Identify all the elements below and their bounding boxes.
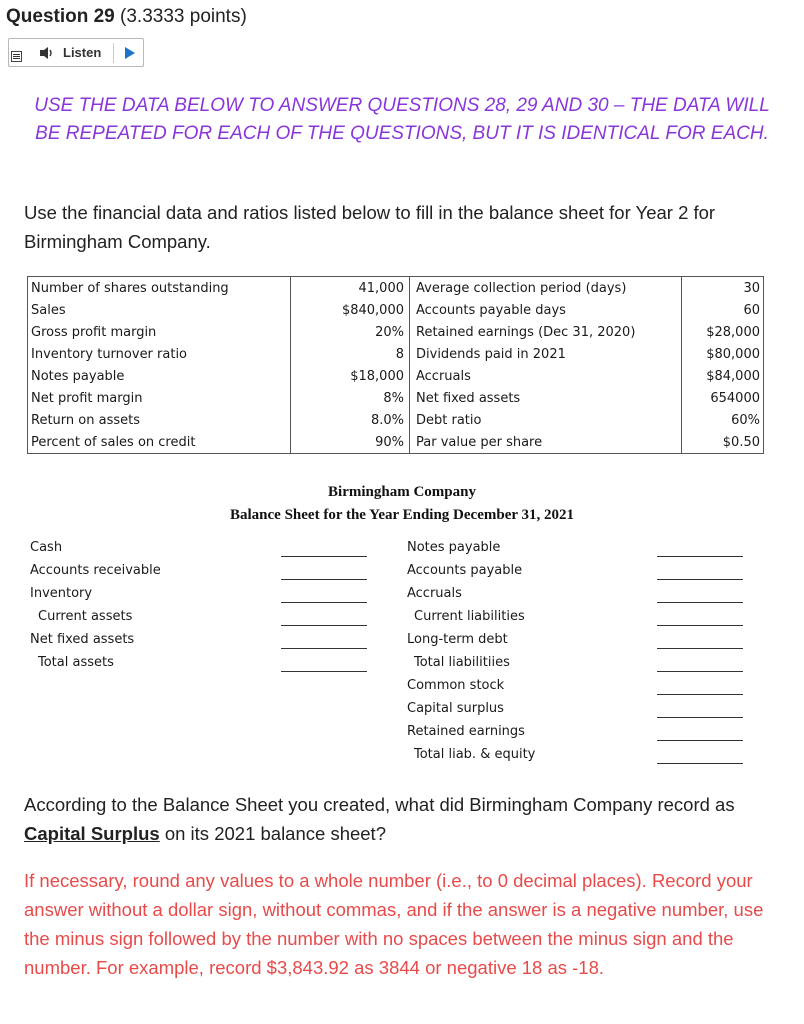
table-cell-value2: 60% — [682, 409, 764, 431]
table-cell-value2: 60 — [682, 299, 764, 321]
question-after: on its 2021 balance sheet? — [159, 823, 386, 844]
liability-label: Notes payable — [407, 540, 501, 555]
table-cell-value1: $840,000 — [291, 299, 410, 321]
table-cell-label1: Gross profit margin — [28, 321, 291, 343]
table-cell-label2: Net fixed assets — [416, 390, 521, 406]
table-cell-value1: 90% — [291, 431, 410, 454]
play-icon[interactable] — [125, 47, 135, 59]
table-cell-value2: $28,000 — [682, 321, 764, 343]
liability-label: Accounts payable — [407, 563, 523, 578]
asset-label: Net fixed assets — [30, 632, 135, 647]
table-cell-label1: Sales — [28, 299, 291, 321]
asset-blank-line — [281, 671, 367, 672]
table-cell-label2: Average collection period (days) — [416, 280, 627, 296]
table-cell-value2: 654000 — [682, 387, 764, 409]
table-cell-value2: $84,000 — [682, 365, 764, 387]
table-cell-value2: $0.50 — [682, 431, 764, 454]
table-cell-value1: $18,000 — [291, 365, 410, 387]
listen-toolbar — [8, 38, 144, 67]
table-cell-label2: Debt ratio — [416, 412, 482, 428]
asset-blank-line — [281, 579, 367, 580]
liability-label: Common stock — [407, 678, 505, 693]
liability-label: Current liabilities — [414, 609, 525, 624]
table-cell-value2: 30 — [682, 277, 764, 300]
table-row — [28, 431, 764, 454]
table-cell-value1: 41,000 — [291, 277, 410, 300]
financial-data-table — [27, 276, 764, 454]
question-text — [24, 790, 784, 848]
table-cell-value2: $80,000 — [682, 343, 764, 365]
liability-blank-line — [657, 556, 743, 557]
asset-blank-line — [281, 625, 367, 626]
table-cell-label1: Net profit margin — [28, 387, 291, 409]
question-emphasis: Capital Surplus — [24, 823, 160, 844]
balance-sheet-title: Birmingham Company — [328, 484, 476, 500]
speaker-icon[interactable] — [39, 46, 55, 60]
liability-blank-line — [657, 694, 743, 695]
asset-blank-line — [281, 556, 367, 557]
liability-blank-line — [657, 740, 743, 741]
asset-label: Inventory — [30, 586, 93, 601]
asset-label: Total assets — [38, 655, 114, 670]
table-cell-value1: 20% — [291, 321, 410, 343]
asset-label: Current assets — [38, 609, 133, 624]
liability-label: Accruals — [407, 586, 462, 601]
balance-sheet-subtitle: Balance Sheet for the Year Ending December 31, 2021 — [230, 507, 574, 523]
table-row — [28, 409, 764, 431]
table-row — [28, 343, 764, 365]
liability-blank-line — [657, 648, 743, 649]
table-cell-label1: Return on assets — [28, 409, 291, 431]
liability-blank-line — [657, 579, 743, 580]
table-cell-label2: Dividends paid in 2021 — [416, 346, 566, 362]
table-row — [28, 365, 764, 387]
table-row — [28, 321, 764, 343]
table-cell-label2: Par value per share — [416, 434, 543, 450]
liability-blank-line — [657, 763, 743, 764]
table-row — [28, 299, 764, 321]
toolbar-divider — [113, 43, 114, 63]
asset-label: Cash — [30, 540, 63, 555]
liability-label: Total liab. & equity — [414, 747, 536, 762]
instruction-text: USE THE DATA BELOW TO ANSWER QUESTIONS 28, 29 AND 30 – THE DATA WILL BE REPEATED FOR EACH OF THE QUESTIONS, BUT IT IS IDENTICAL FOR EACH. — [34, 95, 770, 144]
liability-label: Long-term debt — [407, 632, 508, 647]
menu-icon[interactable] — [11, 51, 22, 62]
table-cell-label1: Number of shares outstanding — [28, 277, 291, 300]
table-row — [28, 387, 764, 409]
table-cell-label1: Notes payable — [28, 365, 291, 387]
question-before: According to the Balance Sheet you created, what did Birmingham Company record as — [24, 794, 735, 815]
rounding-note: If necessary, round any values to a whole number (i.e., to 0 decimal places). Record your answer without a dollar sign, without commas, and if the answer is a negative number, use the minus sign followed by the number with no spaces between the minus sign and the number. For example, record $3,843.92 as 3844 or negative 18 as -18. — [24, 870, 764, 978]
listen-button[interactable]: Listen — [63, 45, 102, 60]
liability-label: Total liabilitiies — [414, 655, 510, 670]
liability-label: Retained earnings — [407, 724, 525, 739]
table-cell-value1: 8 — [291, 343, 410, 365]
table-cell-label1: Percent of sales on credit — [28, 431, 291, 454]
table-cell-value1: 8.0% — [291, 409, 410, 431]
table-cell-label2: Accounts payable days — [416, 302, 566, 318]
asset-blank-line — [281, 602, 367, 603]
table-row — [28, 277, 764, 300]
question-label: Question 29 — [6, 6, 115, 27]
table-cell-label1: Inventory turnover ratio — [28, 343, 291, 365]
intro-text: Use the financial data and ratios listed below to fill in the balance sheet for Year 2 for Birmingham Company. — [24, 202, 716, 252]
question-points: (3.3333 points) — [120, 6, 247, 27]
asset-label: Accounts receivable — [30, 563, 161, 578]
liability-label: Capital surplus — [407, 701, 504, 716]
liability-blank-line — [657, 602, 743, 603]
liability-blank-line — [657, 671, 743, 672]
table-cell-label2: Retained earnings (Dec 31, 2020) — [416, 324, 636, 340]
question-header — [6, 6, 247, 28]
liability-blank-line — [657, 717, 743, 718]
table-cell-value1: 8% — [291, 387, 410, 409]
liability-blank-line — [657, 625, 743, 626]
table-cell-label2: Accruals — [416, 368, 471, 384]
asset-blank-line — [281, 648, 367, 649]
